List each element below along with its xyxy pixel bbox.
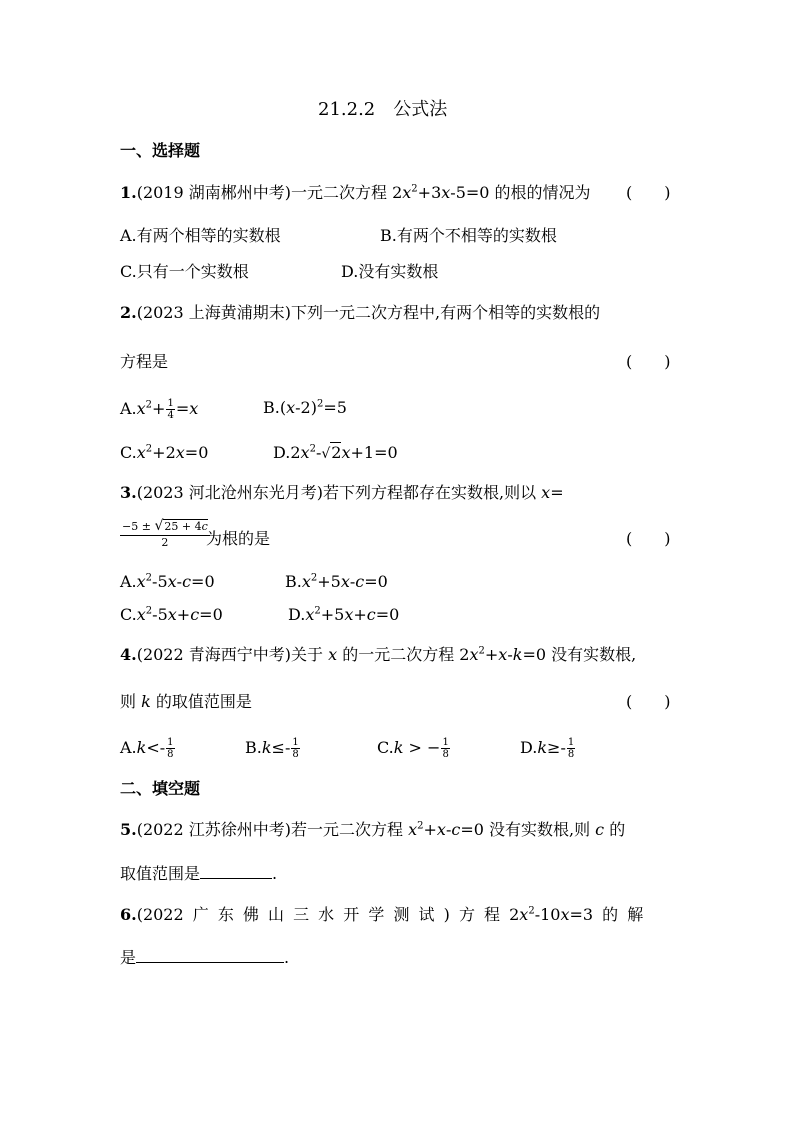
option-b: $B.x^2+5x-c=0$ — [285, 572, 388, 591]
question-text: (2023 河北沧州东光月考)若下列方程都存在实数根,则以 x= — [136, 483, 564, 502]
question-number: 3. — [120, 483, 137, 502]
option-c: $C.x^2-5x+c=0$ — [120, 605, 223, 624]
option-b: B.有两个不相等的实数根 — [380, 226, 557, 245]
question-text: 取值范围是 — [120, 864, 201, 883]
answer-blank[interactable] — [136, 948, 284, 963]
question-5 — [120, 820, 625, 840]
option-b: B.k≤- $\frac{1}{8}$ — [245, 737, 299, 760]
option-b: $B.(x-2)^2=5$ — [263, 398, 347, 417]
answer-paren: ( ) — [626, 529, 671, 548]
question-2-line2: 方程是 — [120, 352, 169, 371]
section-heading-fill: 二、填空题 — [120, 779, 201, 798]
option-a: $A.x^2+$ $\frac{1}{4}$ =x — [120, 398, 199, 421]
question-number: 4. — [120, 645, 137, 664]
question-text: 是 — [120, 948, 137, 967]
option-d: $D.x^2+5x+c=0$ — [288, 605, 400, 624]
question-5-line2 — [120, 864, 277, 884]
question-number: 6. — [120, 905, 137, 924]
option-a: $A.x^2-5x-c=0$ — [120, 572, 215, 591]
period: . — [272, 864, 278, 883]
answer-paren: ( ) — [626, 183, 671, 202]
question-text: (2022 广 东 佛 山 三 水 开 学 测 试 ) 方 程 $2x^2-10x=3$ 的 解 — [136, 905, 644, 924]
question-1 — [120, 183, 591, 203]
option-c: $C.x^2+2x=0$ — [120, 443, 209, 462]
question-text: (2019 湖南郴州中考)一元二次方程 $2x^2+3x-5=0$ 的根的情况为 — [136, 183, 591, 202]
question-4-line2: 则 k 的取值范围是 — [120, 692, 252, 711]
question-6-line2 — [120, 948, 289, 968]
option-c: C.只有一个实数根 — [120, 262, 249, 281]
option-d: $D.2x^2-√2x+1=0$ — [273, 443, 398, 462]
option-d: D.没有实数根 — [341, 262, 439, 281]
question-number: 2. — [120, 303, 137, 322]
question-3-line2: 为根的是 — [206, 529, 271, 548]
root-formula-fraction: −5 ± √25 + 4c 2 — [122, 518, 208, 549]
option-a: A.k<- $\frac{1}{8}$ — [120, 737, 174, 760]
question-2 — [120, 303, 600, 323]
question-4 — [120, 645, 636, 665]
question-6 — [120, 905, 643, 925]
page-title: 21.2.2 公式法 — [318, 99, 448, 120]
question-text: (2022 江苏徐州中考)若一元二次方程 $x^2+x-c=0$ 没有实数根,则 c 的 — [136, 820, 626, 839]
question-text: (2022 青海西宁中考)关于 x 的一元二次方程 $2x^2+x-k=0$ 没有实数根, — [136, 645, 637, 664]
question-text: (2023 上海黄浦期末)下列一元二次方程中,有两个相等的实数根的 — [136, 303, 601, 322]
option-c: C.k > − $\frac{1}{8}$ — [377, 737, 449, 760]
answer-paren: ( ) — [626, 692, 671, 711]
answer-blank[interactable] — [200, 864, 272, 879]
question-number: 5. — [120, 820, 137, 839]
option-d: D.k≥- $\frac{1}{8}$ — [520, 737, 575, 760]
question-number: 1. — [120, 183, 137, 202]
period: . — [284, 948, 290, 967]
section-heading-choice: 一、选择题 — [120, 141, 201, 160]
option-a: A.有两个相等的实数根 — [120, 226, 281, 245]
answer-paren: ( ) — [626, 352, 671, 371]
question-3 — [120, 483, 564, 503]
